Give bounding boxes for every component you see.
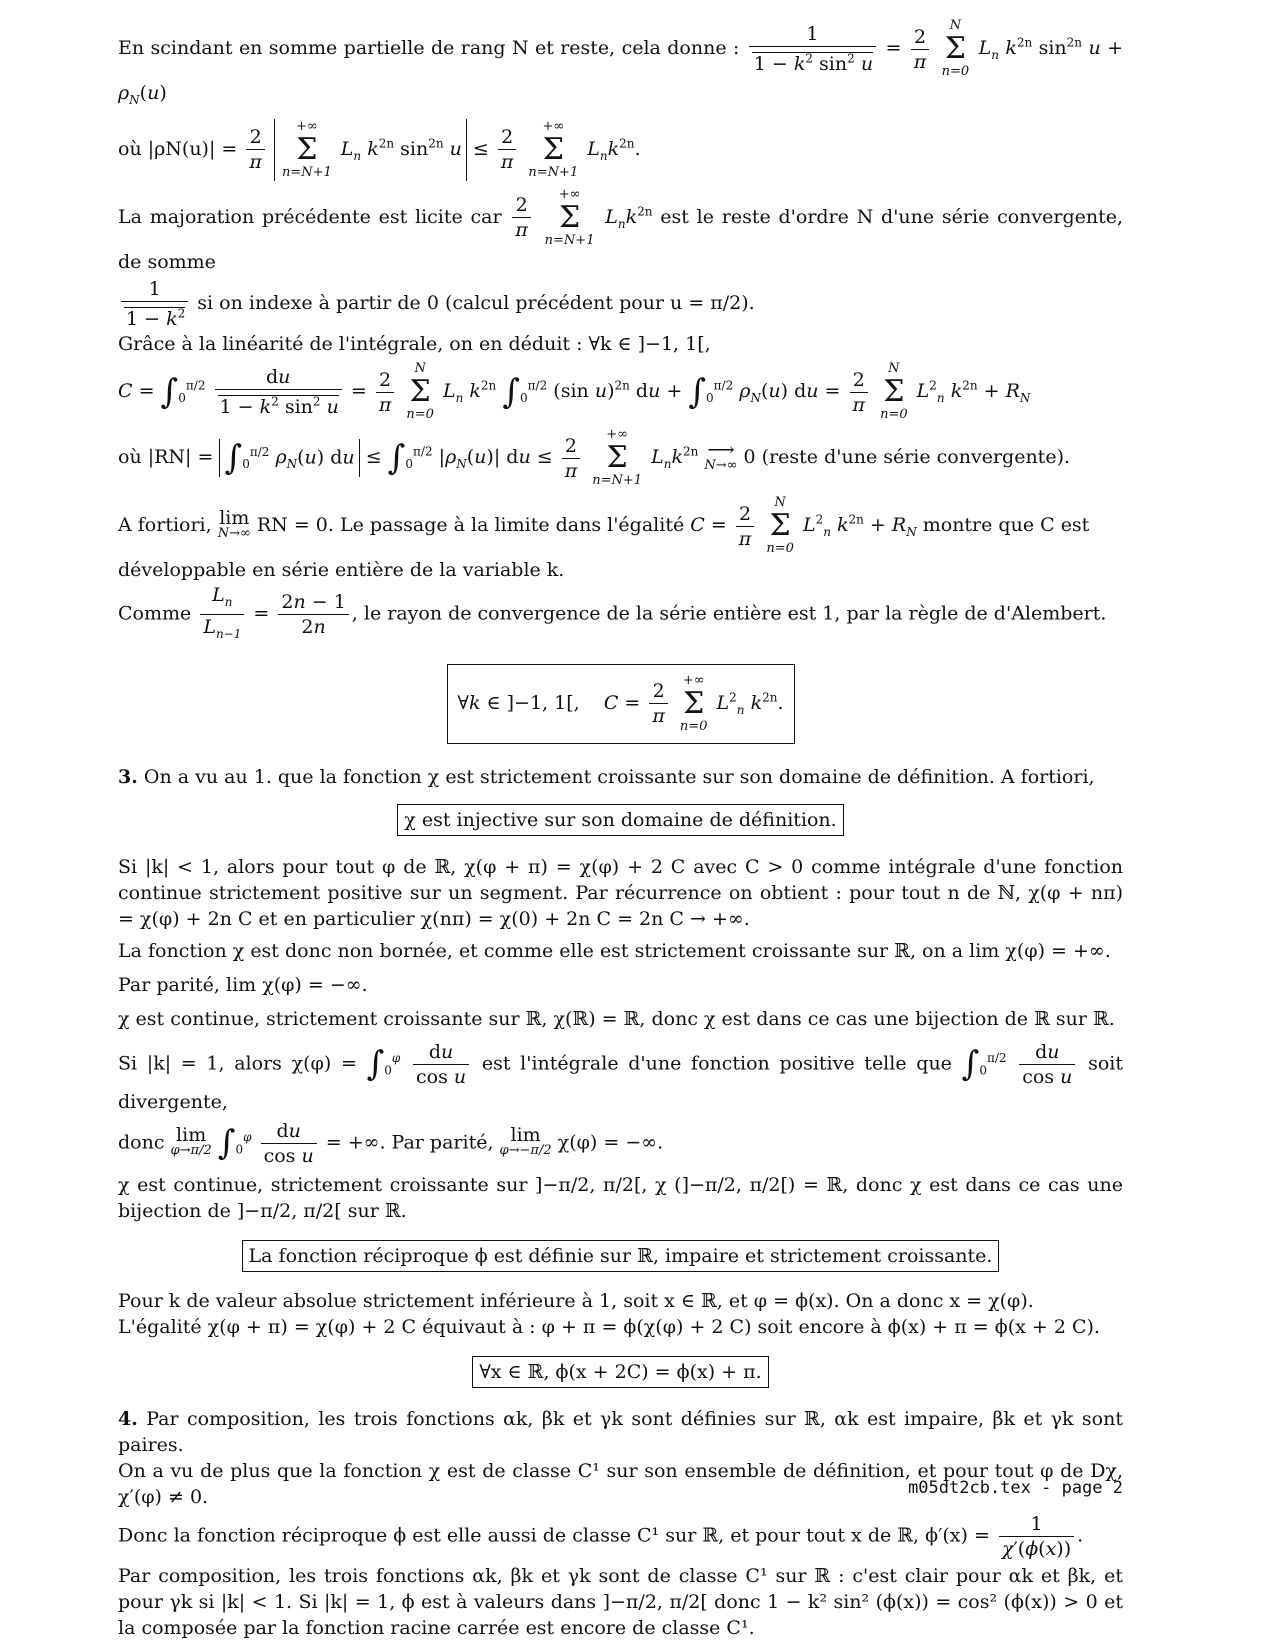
line-1: En scindant en somme partielle de rang N et reste, cela donne : $\frac{1}{1 - k^2 \sin^2 u}$ = $\frac{2}{\pi}$ N Σ n=0 $L_n$ $k^{2n}$ $\sin^{2n} u + \rho_N(u)$ — [118, 18, 1123, 107]
line-3: La majoration précédente est licite car $\frac{2}{\pi}$ +∞ Σ n=N+1 $L_nk^{2n}$ est le reste d'ordre N d'une série convergente, de somme — [118, 186, 1124, 273]
section-4-intro: 4. Par composition, les trois fonctions αk, βk et γk sont définies sur ℝ, αk est impaire, βk et γk sont paires. — [118, 1407, 1123, 1456]
page-footer: m05dt2cb.tex - page 2 — [908, 1478, 1123, 1498]
line-9: développable en série entière de la variable k. — [118, 559, 565, 582]
boxed-result-3: La fonction réciproque ϕ est définie sur ℝ, impaire et strictement croissante. — [118, 1240, 1123, 1272]
para-4: χ est continue, strictement croissante sur ℝ, χ(ℝ) = ℝ, donc χ est dans ce cas une bijection de ℝ sur ℝ. — [118, 1007, 1115, 1030]
line-2: où |ρN(u)| = $\frac{2}{\pi}$ +∞ Σ n=N+1 $L_n$ $k^{2n}$ $\sin^{2n} u$ ≤ $\frac{2}{\pi}$ +∞ Σ n=N+1 $L_nk^{2n}$. — [118, 118, 641, 180]
boxed-result-2: χ est injective sur son domaine de définition. — [118, 804, 1123, 836]
line-6: $C = \int_0^{\pi/2}$ $\frac{du}{1 - k^2 \sin^2 u}$ = $\frac{2}{\pi}$ N Σ n=0 $L_n$ $k^{2n}$ $\int_0^{\pi/2}$ (sin u)$^{2n}$ du + $\int_0^{\pi/2}$ $\rho_N(u)$ du = $\frac{2}{\pi}$ N Σ n=0 $L^2_n$ $k^{2n} + R_N$ — [118, 361, 1031, 423]
page-body — [118, 14, 1123, 1641]
para-5: Si |k| = 1, alors $\chi(\varphi) = \int_0^\varphi$ $\frac{du}{\text{cos u}}$ est l'intégrale d'une fonction positive telle que $\int_0^{\pi/2}$ $\frac{du}{\text{cos u}}$ soit divergente, — [118, 1040, 1123, 1113]
line-5: Grâce à la linéarité de l'intégrale, on en déduit : ∀k ∈ ]−1, 1[, — [118, 333, 711, 356]
para-8: Pour k de valeur absolue strictement inférieure à 1, soit x ∈ ℝ, et φ = ϕ(x). On a donc x = χ(φ). — [118, 1289, 1034, 1312]
line-8: A fortiori, lim N→∞ RN = 0. Le passage à la limite dans l'égalité C = $\frac{2}{\pi}$ N Σ n=0 $L^2_n$ $k^{2n} + R_N$ montre que C est — [118, 495, 1090, 557]
para-6: donc lim φ→π/2 $\int_0^\varphi$ $\frac{du}{\text{cos u}}$ = +∞. Par parité, lim φ→−π/2 χ(φ) = −∞. — [118, 1119, 664, 1167]
para-9: L'égalité χ(φ + π) = χ(φ) + 2 C équivaut à : φ + π = ϕ(χ(φ) + 2 C) soit encore à ϕ(x) + π = ϕ(x + 2 C). — [118, 1315, 1100, 1338]
para-7: χ est continue, strictement croissante sur ]−π/2, π/2[, χ (]−π/2, π/2[) = ℝ, donc χ est dans ce cas une bijection de ]−π/2, π/2[ sur ℝ. — [118, 1173, 1123, 1222]
line-10: Comme $\frac{L_n}{L_{n-1}}$ = $\frac{2n - 1}{2n}$ , le rayon de convergence de la série entière est 1, par la règle de d'Alembert. — [118, 584, 1107, 641]
para-1: Si |k| < 1, alors pour tout φ de ℝ, χ(φ + π) = χ(φ) + 2 C avec C > 0 comme intégrale d'une fonction continue strictement positive sur un segment. Par récurrence on obtient : pour tout n de ℕ, χ(φ + nπ) = χ(φ) + 2n C et en particulier χ(nπ) = χ(0) + 2n C = 2n C → +∞. — [118, 855, 1123, 930]
para-3: Par parité, lim χ(φ) = −∞. — [118, 973, 368, 996]
section-3-intro: 3. On a vu au 1. que la fonction χ est strictement croissante sur son domaine de définition. A fortiori, — [118, 765, 1095, 788]
boxed-result-4: ∀x ∈ ℝ, ϕ(x + 2C) = ϕ(x) + π. — [118, 1356, 1123, 1388]
para-q2: Donc la fonction réciproque ϕ est elle aussi de classe C¹ sur ℝ, et pour tout x de ℝ, ϕ′(x) = $\frac{1}{\chi'(\phi(x))}$ . — [118, 1512, 1084, 1560]
line-7: où $|RN| = \int_0^{\pi/2}$ $\rho_N(u)$ du ≤ $\int_0^{\pi/2}$ $|\rho_N(u)|$ du ≤ $\frac{2}{\pi}$ +∞ Σ n=N+1 $L_nk^{2n}$ ⟶ N→∞ 0 (reste d'une série convergente). — [118, 427, 1071, 489]
boxed-result-1: ∀k ∈ ]−1, 1[, C = $\frac{2}{\pi}$ +∞ Σ n=0 $L^2_n$ $k^{2n}$. — [118, 664, 1123, 744]
para-q3: Par composition, les trois fonctions αk, βk et γk sont de classe C¹ sur ℝ : c'est clair pour αk et βk, et pour γk si |k| < 1. Si |k| = 1, ϕ est à valeurs dans ]−π/2, π/2[ donc 1 − k² sin² (ϕ(x)) = cos² (ϕ(x)) > 0 et la composée par la fonction racine carrée est encore de classe C¹. — [118, 1564, 1123, 1639]
para-2: La fonction χ est donc non bornée, et comme elle est strictement croissante sur ℝ, on a lim χ(φ) = +∞. — [118, 939, 1111, 962]
line-4: $\frac{1}{1 - k^2}$ si on indexe à partir de 0 (calcul précédent pour u = π/2). — [118, 277, 1123, 331]
para-q1: On a vu de plus que la fonction χ est de classe C¹ sur son ensemble de définition, et pour tout φ de Dχ, χ′(φ) ≠ 0. — [118, 1459, 1123, 1508]
